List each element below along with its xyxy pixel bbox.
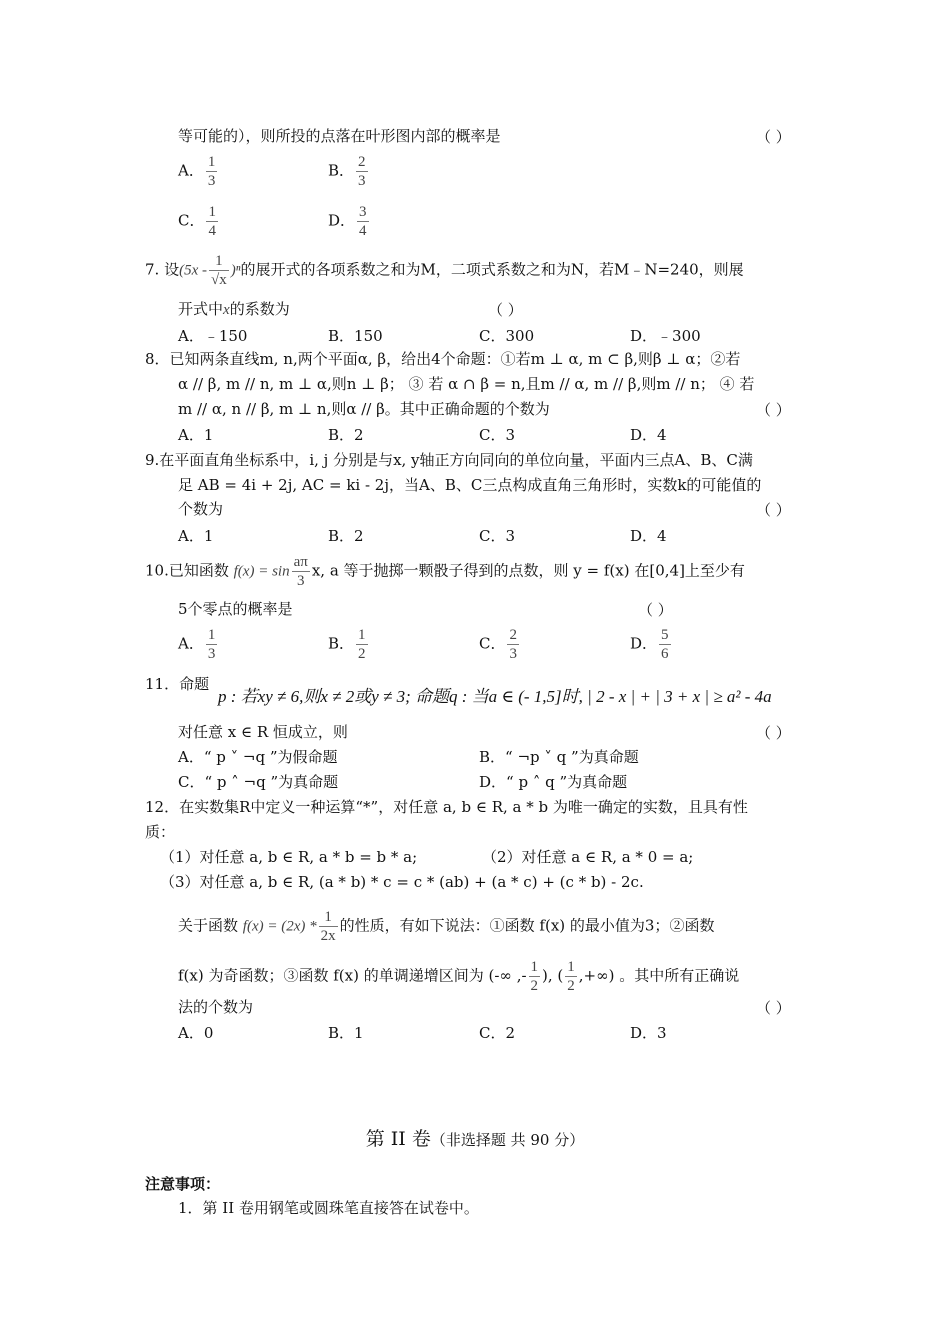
q12-stem-line5: f(x) 为奇函数；③函数 f(x) 的单调递增区间为 (-∞ ,- $\frac{1}{2}$ ), ( $\frac{1}{2}$ ,+∞) 。其中所有正确说 <box>178 959 740 994</box>
q12-property-3: （3）对任意 a, b ∈ R, (a * b) * c = c * (ab) + (a * c) + (c * b) - 2c. <box>160 873 644 891</box>
q10-option-a: A． $\frac{1}{3}$ <box>178 627 216 662</box>
q9-answer-blank: （ ） <box>756 501 791 519</box>
q10-option-d: D． $\frac{5}{6}$ <box>630 627 669 662</box>
q11-stem-line2: 对任意 x ∈ R 恒成立，则 <box>178 723 348 741</box>
q8-stem-line3: m // α, n // β, m ⊥ n,则α // β。其中正确命题的个数为 <box>178 400 550 418</box>
fraction: $\frac{1}{4}$ <box>208 204 216 239</box>
fraction: $\frac{1}{2}$ <box>567 959 575 994</box>
q12-option-c: C．2 <box>479 1024 516 1042</box>
fraction: $\frac{1}{3}$ <box>207 627 216 662</box>
q7-answer-blank: （ ） <box>488 301 523 319</box>
q8-option-b: B．2 <box>328 426 364 444</box>
q12-stem-line6: 法的个数为 <box>178 998 254 1016</box>
fraction: $\frac{1}{2}$ <box>358 627 366 662</box>
fraction: $\frac{a\pi}{3}$ <box>293 554 308 589</box>
q7-option-a: A．﹣150 <box>178 327 248 345</box>
q8-option-d: D．4 <box>630 426 667 444</box>
fraction: $\frac{2}{3}$ <box>358 154 366 189</box>
q11-option-a: A．“ p ˅ ¬q ”为假命题 <box>178 748 338 766</box>
fraction: $\frac{1}{3}$ <box>207 154 216 189</box>
q12-stem-line1: 12．在实数集R中定义一种运算“*”，对任意 a, b ∈ R, a * b 为唯一确定的实数，且具有性 <box>145 798 748 816</box>
q11-answer-blank: （ ） <box>756 724 791 742</box>
q11-option-d: D．“ p ˄ q ”为真命题 <box>479 773 628 791</box>
q11-label: 11．命题 <box>145 675 210 693</box>
q12-property-2: （2）对任意 a ∈ R, a * 0 = a; <box>482 848 694 866</box>
q12-option-b: B．1 <box>328 1024 364 1042</box>
q10-stem-line2: 5个零点的概率是 <box>178 600 293 618</box>
q12-stem-line4: 关于函数 f(x) = (2x) * $\frac{1}{2x}$ 的性质，有如下说法：①函数 f(x) 的最小值为3；②函数 <box>178 909 715 944</box>
q12-option-d: D．3 <box>630 1024 667 1042</box>
q6-option-a: A． $\frac{1}{3}$ <box>178 154 216 189</box>
q10-answer-blank: （ ） <box>638 601 673 619</box>
q12-property-1: （1）对任意 a, b ∈ R, a * b = b * a; <box>160 848 418 866</box>
q12-option-a: A．0 <box>178 1024 214 1042</box>
q8-option-a: A．1 <box>178 426 214 444</box>
fraction: $\frac{1}{2}$ <box>530 959 539 994</box>
q7-option-d: D．﹣300 <box>630 327 701 345</box>
q7-stem-line2: 开式中x的系数为 <box>178 300 290 318</box>
fraction: $\frac{5}{6}$ <box>661 627 669 662</box>
q9-option-c: C．3 <box>479 527 516 545</box>
q12-stem-line2: 质： <box>145 823 176 841</box>
q8-stem-line1: 8．已知两条直线m, n,两个平面α, β，给出4个命题：①若m ⊥ α, m ⊂ β,则β ⊥ α；②若 <box>145 350 741 368</box>
fraction: $\frac{1}{2x}$ <box>320 909 336 944</box>
q9-stem-line3: 个数为 <box>178 500 224 518</box>
section-title: 第 II 卷 <box>365 1128 431 1150</box>
q12-answer-blank: （ ） <box>756 999 791 1017</box>
q7-stem-line1: 7. 设(5x - $\frac{1}{√x}$ )ⁿ的展开式的各项系数之和为M，二项式系数之和为N，若M﹣N=240，则展 <box>145 253 744 288</box>
fraction: $\frac{1}{√x}$ <box>211 253 227 288</box>
section-subtitle: （非选择题 共 90 分） <box>430 1131 585 1149</box>
fraction: $\frac{3}{4}$ <box>359 204 367 239</box>
q9-stem-line2: 足 AB = 4i + 2j, AC = ki - 2j，当A、B、C三点构成直角三角形时，实数k的可能值的 <box>178 476 762 494</box>
q8-option-c: C．3 <box>479 426 516 444</box>
q10-option-c: C． $\frac{2}{3}$ <box>479 627 517 662</box>
q11-option-c: C．“ p ˄ ¬q ”为真命题 <box>178 773 339 791</box>
q6-option-d: D． $\frac{3}{4}$ <box>328 204 367 239</box>
q9-option-a: A．1 <box>178 527 214 545</box>
notes-item-1: 1．第 II 卷用钢笔或圆珠笔直接答在试卷中。 <box>178 1199 479 1217</box>
fraction: $\frac{2}{3}$ <box>509 627 517 662</box>
q8-answer-blank: （ ） <box>756 401 791 419</box>
q7-option-b: B．150 <box>328 327 383 345</box>
q6-continuation: 等可能的），则所投的点落在叶形图内部的概率是 <box>178 127 501 145</box>
q7-option-c: C．300 <box>479 327 535 345</box>
q6-answer-blank: （ ） <box>756 128 791 146</box>
q11-option-b: B．“ ¬p ˅ q ”为真命题 <box>479 748 639 766</box>
notes-heading: 注意事项： <box>145 1175 221 1193</box>
section-heading <box>0 1124 950 1151</box>
q6-option-c: C． $\frac{1}{4}$ <box>178 204 216 239</box>
q9-stem-line1: 9.在平面直角坐标系中，i, j 分别是与x, y轴正方向同向的单位向量，平面内三点A、B、C满 <box>145 451 753 469</box>
q6-option-b: B． $\frac{2}{3}$ <box>328 154 366 189</box>
q8-stem-line2: α // β, m // n, m ⊥ α,则n ⊥ β； ③ 若 α ∩ β = n,且m // α, m // β,则m // n； ④ 若 <box>178 375 755 393</box>
q9-option-b: B．2 <box>328 527 364 545</box>
q10-stem-line1: 10.已知函数 f(x) = sin $\frac{a\pi}{3}$ x, a 等于抛掷一颗骰子得到的点数，则 y = f(x) 在[0,4]上至少有 <box>145 554 745 589</box>
q9-option-d: D．4 <box>630 527 667 545</box>
q11-expression: p : 若xy ≠ 6,则x ≠ 2或y ≠ 3; 命题q : 当a ∈ (- 1,5]时, | 2 - x | + | 3 + x | ≥ a² - 4a <box>218 687 772 706</box>
q10-option-b: B． $\frac{1}{2}$ <box>328 627 366 662</box>
